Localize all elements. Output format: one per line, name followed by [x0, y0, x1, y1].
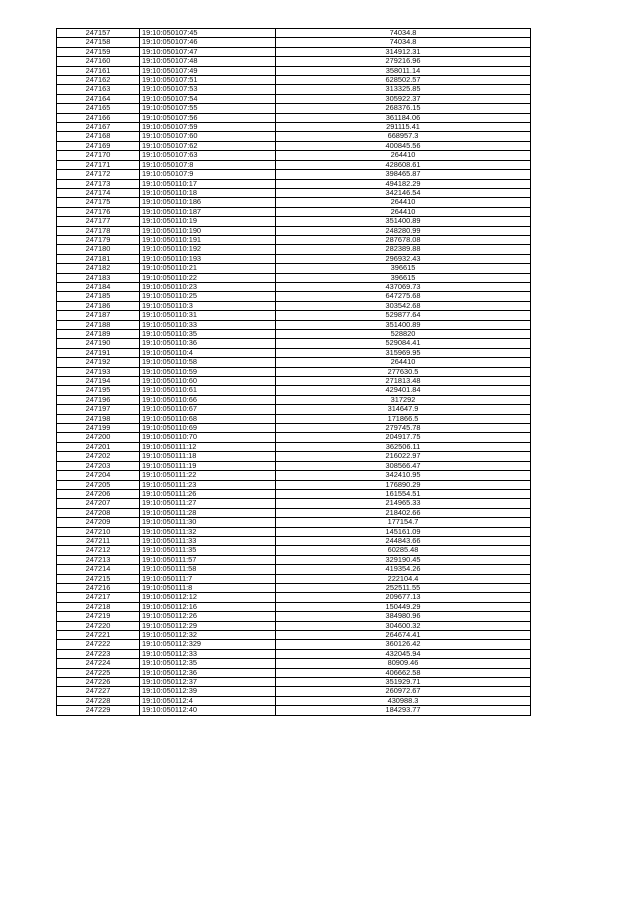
table-row — [57, 141, 531, 150]
cadastral-number-cell: 19:10:050107:51 — [140, 76, 276, 85]
value-cell: 161554.51 — [276, 489, 531, 498]
row-id-cell: 247158 — [57, 38, 140, 47]
cadastral-number-cell: 19:10:050110:193 — [140, 254, 276, 263]
row-id-cell: 247161 — [57, 66, 140, 75]
table-row — [57, 687, 531, 696]
table-row — [57, 386, 531, 395]
table-row — [57, 179, 531, 188]
row-id-cell: 247182 — [57, 264, 140, 273]
data-table — [56, 28, 531, 716]
value-cell: 429401.84 — [276, 386, 531, 395]
row-id-cell: 247190 — [57, 339, 140, 348]
row-id-cell: 247221 — [57, 631, 140, 640]
cadastral-number-cell: 19:10:050112:329 — [140, 640, 276, 649]
value-cell: 80909.46 — [276, 659, 531, 668]
table-row — [57, 217, 531, 226]
table-row — [57, 254, 531, 263]
value-cell: 668957.3 — [276, 132, 531, 141]
cadastral-number-cell: 19:10:050112:36 — [140, 668, 276, 677]
value-cell: 264410 — [276, 151, 531, 160]
cadastral-number-cell: 19:10:050112:32 — [140, 631, 276, 640]
table-row — [57, 123, 531, 132]
value-cell: 351400.89 — [276, 217, 531, 226]
cadastral-number-cell: 19:10:050111:7 — [140, 574, 276, 583]
row-id-cell: 247191 — [57, 348, 140, 357]
cadastral-number-cell: 19:10:050111:22 — [140, 471, 276, 480]
row-id-cell: 247202 — [57, 452, 140, 461]
cadastral-number-cell: 19:10:050111:35 — [140, 546, 276, 555]
row-id-cell: 247203 — [57, 461, 140, 470]
row-id-cell: 247220 — [57, 621, 140, 630]
value-cell: 214965.33 — [276, 499, 531, 508]
cadastral-number-cell: 19:10:050110:18 — [140, 188, 276, 197]
table-row — [57, 311, 531, 320]
value-cell: 358011.14 — [276, 66, 531, 75]
value-cell: 291115.41 — [276, 123, 531, 132]
table-row — [57, 480, 531, 489]
row-id-cell: 247192 — [57, 358, 140, 367]
cadastral-number-cell: 19:10:050110:186 — [140, 198, 276, 207]
value-cell: 317292 — [276, 395, 531, 404]
table-row — [57, 424, 531, 433]
row-id-cell: 247226 — [57, 678, 140, 687]
value-cell: 296932.43 — [276, 254, 531, 263]
table-row — [57, 433, 531, 442]
row-id-cell: 247228 — [57, 696, 140, 705]
cadastral-number-cell: 19:10:050110:67 — [140, 405, 276, 414]
table-row — [57, 292, 531, 301]
value-cell: 264410 — [276, 198, 531, 207]
table-row — [57, 198, 531, 207]
row-id-cell: 247217 — [57, 593, 140, 602]
cadastral-number-cell: 19:10:050110:191 — [140, 235, 276, 244]
table-row — [57, 555, 531, 564]
table-row — [57, 226, 531, 235]
value-cell: 176890.29 — [276, 480, 531, 489]
cadastral-number-cell: 19:10:050111:26 — [140, 489, 276, 498]
value-cell: 252511.55 — [276, 583, 531, 592]
cadastral-number-cell: 19:10:050112:37 — [140, 678, 276, 687]
value-cell: 74034.8 — [276, 29, 531, 38]
row-id-cell: 247223 — [57, 649, 140, 658]
cadastral-number-cell: 19:10:050110:58 — [140, 358, 276, 367]
row-id-cell: 247208 — [57, 508, 140, 517]
table-row — [57, 113, 531, 122]
row-id-cell: 247176 — [57, 207, 140, 216]
cadastral-number-cell: 19:10:050112:35 — [140, 659, 276, 668]
value-cell: 315969.95 — [276, 348, 531, 357]
cadastral-number-cell: 19:10:050107:45 — [140, 29, 276, 38]
row-id-cell: 247174 — [57, 188, 140, 197]
value-cell: 277630.5 — [276, 367, 531, 376]
row-id-cell: 247206 — [57, 489, 140, 498]
row-id-cell: 247225 — [57, 668, 140, 677]
cadastral-number-cell: 19:10:050107:60 — [140, 132, 276, 141]
table-row — [57, 442, 531, 451]
cadastral-number-cell: 19:10:050107:8 — [140, 160, 276, 169]
cadastral-number-cell: 19:10:050112:29 — [140, 621, 276, 630]
row-id-cell: 247175 — [57, 198, 140, 207]
row-id-cell: 247171 — [57, 160, 140, 169]
cadastral-number-cell: 19:10:050107:59 — [140, 123, 276, 132]
cadastral-number-cell: 19:10:050107:55 — [140, 104, 276, 113]
row-id-cell: 247183 — [57, 273, 140, 282]
table-row — [57, 207, 531, 216]
value-cell: 432045.94 — [276, 649, 531, 658]
row-id-cell: 247222 — [57, 640, 140, 649]
value-cell: 184293.77 — [276, 706, 531, 715]
table-row — [57, 649, 531, 658]
value-cell: 268376.15 — [276, 104, 531, 113]
row-id-cell: 247224 — [57, 659, 140, 668]
cadastral-number-cell: 19:10:050111:32 — [140, 527, 276, 536]
row-id-cell: 247172 — [57, 170, 140, 179]
row-id-cell: 247195 — [57, 386, 140, 395]
value-cell: 428608.61 — [276, 160, 531, 169]
cadastral-number-cell: 19:10:050107:54 — [140, 94, 276, 103]
value-cell: 528820 — [276, 330, 531, 339]
value-cell: 216022.97 — [276, 452, 531, 461]
value-cell: 287678.08 — [276, 235, 531, 244]
row-id-cell: 247201 — [57, 442, 140, 451]
table-row — [57, 377, 531, 386]
row-id-cell: 247164 — [57, 94, 140, 103]
value-cell: 529877.64 — [276, 311, 531, 320]
row-id-cell: 247160 — [57, 57, 140, 66]
table-row — [57, 395, 531, 404]
cadastral-number-cell: 19:10:050112:26 — [140, 612, 276, 621]
table-row — [57, 527, 531, 536]
row-id-cell: 247178 — [57, 226, 140, 235]
table-row — [57, 160, 531, 169]
row-id-cell: 247167 — [57, 123, 140, 132]
cadastral-number-cell: 19:10:050111:57 — [140, 555, 276, 564]
cadastral-number-cell: 19:10:050110:70 — [140, 433, 276, 442]
table-row — [57, 574, 531, 583]
table-row — [57, 132, 531, 141]
cadastral-number-cell: 19:10:050110:31 — [140, 311, 276, 320]
table-row — [57, 508, 531, 517]
cadastral-number-cell: 19:10:050110:23 — [140, 282, 276, 291]
table-row — [57, 57, 531, 66]
value-cell: 222104.4 — [276, 574, 531, 583]
value-cell: 351400.89 — [276, 320, 531, 329]
value-cell: 396615 — [276, 264, 531, 273]
table-row — [57, 668, 531, 677]
row-id-cell: 247188 — [57, 320, 140, 329]
value-cell: 279216.96 — [276, 57, 531, 66]
value-cell: 264410 — [276, 207, 531, 216]
table-row — [57, 273, 531, 282]
table-row — [57, 76, 531, 85]
table-row — [57, 301, 531, 310]
table-row — [57, 612, 531, 621]
table-row — [57, 565, 531, 574]
table-row — [57, 518, 531, 527]
value-cell: 406662.58 — [276, 668, 531, 677]
table-row — [57, 358, 531, 367]
cadastral-number-cell: 19:10:050110:68 — [140, 414, 276, 423]
cadastral-number-cell: 19:10:050110:36 — [140, 339, 276, 348]
value-cell: 177154.7 — [276, 518, 531, 527]
table-row — [57, 621, 531, 630]
cadastral-number-cell: 19:10:050107:47 — [140, 47, 276, 56]
row-id-cell: 247219 — [57, 612, 140, 621]
row-id-cell: 247177 — [57, 217, 140, 226]
value-cell: 314912.31 — [276, 47, 531, 56]
row-id-cell: 247173 — [57, 179, 140, 188]
table-row — [57, 245, 531, 254]
value-cell: 430988.3 — [276, 696, 531, 705]
row-id-cell: 247179 — [57, 235, 140, 244]
cadastral-number-cell: 19:10:050110:59 — [140, 367, 276, 376]
cadastral-number-cell: 19:10:050110:22 — [140, 273, 276, 282]
value-cell: 145161.09 — [276, 527, 531, 536]
table-row — [57, 235, 531, 244]
cadastral-number-cell: 19:10:050110:69 — [140, 424, 276, 433]
cadastral-number-cell: 19:10:050107:62 — [140, 141, 276, 150]
row-id-cell: 247186 — [57, 301, 140, 310]
value-cell: 150449.29 — [276, 602, 531, 611]
cadastral-number-cell: 19:10:050112:40 — [140, 706, 276, 715]
table-row — [57, 264, 531, 273]
row-id-cell: 247211 — [57, 536, 140, 545]
value-cell: 74034.8 — [276, 38, 531, 47]
value-cell: 437069.73 — [276, 282, 531, 291]
row-id-cell: 247227 — [57, 687, 140, 696]
value-cell: 398465.87 — [276, 170, 531, 179]
table-row — [57, 706, 531, 715]
table-row — [57, 696, 531, 705]
cadastral-number-cell: 19:10:050110:3 — [140, 301, 276, 310]
cadastral-number-cell: 19:10:050110:25 — [140, 292, 276, 301]
value-cell: 419354.26 — [276, 565, 531, 574]
value-cell: 218402.66 — [276, 508, 531, 517]
cadastral-number-cell: 19:10:050110:187 — [140, 207, 276, 216]
table-row — [57, 659, 531, 668]
table-row — [57, 38, 531, 47]
table-row — [57, 452, 531, 461]
row-id-cell: 247163 — [57, 85, 140, 94]
value-cell: 303542.68 — [276, 301, 531, 310]
cadastral-number-cell: 19:10:050110:19 — [140, 217, 276, 226]
table-row — [57, 536, 531, 545]
value-cell: 400845.56 — [276, 141, 531, 150]
table-row — [57, 583, 531, 592]
table-row — [57, 640, 531, 649]
table-row — [57, 320, 531, 329]
table-row — [57, 151, 531, 160]
row-id-cell: 247205 — [57, 480, 140, 489]
cadastral-number-cell: 19:10:050110:60 — [140, 377, 276, 386]
cadastral-number-cell: 19:10:050111:18 — [140, 452, 276, 461]
value-cell: 647275.68 — [276, 292, 531, 301]
cadastral-number-cell: 19:10:050110:21 — [140, 264, 276, 273]
table-row — [57, 104, 531, 113]
value-cell: 271813.48 — [276, 377, 531, 386]
row-id-cell: 247216 — [57, 583, 140, 592]
value-cell: 384980.96 — [276, 612, 531, 621]
cadastral-number-cell: 19:10:050111:30 — [140, 518, 276, 527]
cadastral-number-cell: 19:10:050107:48 — [140, 57, 276, 66]
row-id-cell: 247166 — [57, 113, 140, 122]
row-id-cell: 247207 — [57, 499, 140, 508]
row-id-cell: 247169 — [57, 141, 140, 150]
cadastral-number-cell: 19:10:050112:33 — [140, 649, 276, 658]
value-cell: 494182.29 — [276, 179, 531, 188]
table-row — [57, 85, 531, 94]
table-row — [57, 461, 531, 470]
value-cell: 304600.32 — [276, 621, 531, 630]
cadastral-number-cell: 19:10:050107:63 — [140, 151, 276, 160]
value-cell: 248280.99 — [276, 226, 531, 235]
cadastral-number-cell: 19:10:050110:192 — [140, 245, 276, 254]
row-id-cell: 247198 — [57, 414, 140, 423]
row-id-cell: 247197 — [57, 405, 140, 414]
table-row — [57, 593, 531, 602]
cadastral-number-cell: 19:10:050110:61 — [140, 386, 276, 395]
value-cell: 305922.37 — [276, 94, 531, 103]
row-id-cell: 247185 — [57, 292, 140, 301]
table-row — [57, 631, 531, 640]
value-cell: 396615 — [276, 273, 531, 282]
table-row — [57, 499, 531, 508]
value-cell: 342410.95 — [276, 471, 531, 480]
cadastral-number-cell: 19:10:050107:49 — [140, 66, 276, 75]
value-cell: 362506.11 — [276, 442, 531, 451]
row-id-cell: 247180 — [57, 245, 140, 254]
value-cell: 351929.71 — [276, 678, 531, 687]
cadastral-number-cell: 19:10:050107:46 — [140, 38, 276, 47]
table-row — [57, 546, 531, 555]
cadastral-number-cell: 19:10:050107:9 — [140, 170, 276, 179]
cadastral-number-cell: 19:10:050111:23 — [140, 480, 276, 489]
cadastral-number-cell: 19:10:050110:66 — [140, 395, 276, 404]
cadastral-number-cell: 19:10:050112:12 — [140, 593, 276, 602]
row-id-cell: 247209 — [57, 518, 140, 527]
row-id-cell: 247189 — [57, 330, 140, 339]
row-id-cell: 247199 — [57, 424, 140, 433]
cadastral-number-cell: 19:10:050111:19 — [140, 461, 276, 470]
cadastral-number-cell: 19:10:050111:12 — [140, 442, 276, 451]
value-cell: 209677.13 — [276, 593, 531, 602]
row-id-cell: 247184 — [57, 282, 140, 291]
value-cell: 204917.75 — [276, 433, 531, 442]
table-row — [57, 367, 531, 376]
row-id-cell: 247170 — [57, 151, 140, 160]
value-cell: 60285.48 — [276, 546, 531, 555]
cadastral-number-cell: 19:10:050112:4 — [140, 696, 276, 705]
cadastral-number-cell: 19:10:050111:28 — [140, 508, 276, 517]
row-id-cell: 247229 — [57, 706, 140, 715]
cadastral-number-cell: 19:10:050112:39 — [140, 687, 276, 696]
cadastral-number-cell: 19:10:050111:58 — [140, 565, 276, 574]
table-row — [57, 66, 531, 75]
value-cell: 244843.66 — [276, 536, 531, 545]
cadastral-number-cell: 19:10:050110:17 — [140, 179, 276, 188]
row-id-cell: 247212 — [57, 546, 140, 555]
row-id-cell: 247181 — [57, 254, 140, 263]
value-cell: 361184.06 — [276, 113, 531, 122]
row-id-cell: 247215 — [57, 574, 140, 583]
value-cell: 360126.42 — [276, 640, 531, 649]
row-id-cell: 247168 — [57, 132, 140, 141]
row-id-cell: 247214 — [57, 565, 140, 574]
row-id-cell: 247210 — [57, 527, 140, 536]
table-row — [57, 339, 531, 348]
table-row — [57, 414, 531, 423]
table-row — [57, 602, 531, 611]
cadastral-number-cell: 19:10:050111:33 — [140, 536, 276, 545]
value-cell: 171866.5 — [276, 414, 531, 423]
row-id-cell: 247162 — [57, 76, 140, 85]
value-cell: 282389.88 — [276, 245, 531, 254]
value-cell: 313325.85 — [276, 85, 531, 94]
row-id-cell: 247194 — [57, 377, 140, 386]
row-id-cell: 247218 — [57, 602, 140, 611]
value-cell: 314647.9 — [276, 405, 531, 414]
row-id-cell: 247196 — [57, 395, 140, 404]
cadastral-number-cell: 19:10:050110:35 — [140, 330, 276, 339]
row-id-cell: 247193 — [57, 367, 140, 376]
cadastral-number-cell: 19:10:050107:53 — [140, 85, 276, 94]
table-row — [57, 405, 531, 414]
value-cell: 264410 — [276, 358, 531, 367]
table-row — [57, 188, 531, 197]
table-row — [57, 282, 531, 291]
value-cell: 264674.41 — [276, 631, 531, 640]
value-cell: 260972.67 — [276, 687, 531, 696]
table-body — [57, 29, 531, 716]
table-row — [57, 678, 531, 687]
table-row — [57, 489, 531, 498]
value-cell: 308566.47 — [276, 461, 531, 470]
row-id-cell: 247204 — [57, 471, 140, 480]
cadastral-number-cell: 19:10:050110:4 — [140, 348, 276, 357]
cadastral-number-cell: 19:10:050107:56 — [140, 113, 276, 122]
table-row — [57, 94, 531, 103]
cadastral-number-cell: 19:10:050111:8 — [140, 583, 276, 592]
value-cell: 342146.54 — [276, 188, 531, 197]
row-id-cell: 247159 — [57, 47, 140, 56]
row-id-cell: 247165 — [57, 104, 140, 113]
row-id-cell: 247157 — [57, 29, 140, 38]
value-cell: 628502.57 — [276, 76, 531, 85]
row-id-cell: 247187 — [57, 311, 140, 320]
table-row — [57, 348, 531, 357]
table-row — [57, 330, 531, 339]
table-row — [57, 29, 531, 38]
table-row — [57, 471, 531, 480]
cadastral-number-cell: 19:10:050112:16 — [140, 602, 276, 611]
value-cell: 279745.78 — [276, 424, 531, 433]
cadastral-number-cell: 19:10:050110:33 — [140, 320, 276, 329]
cadastral-number-cell: 19:10:050110:190 — [140, 226, 276, 235]
row-id-cell: 247200 — [57, 433, 140, 442]
table-row — [57, 170, 531, 179]
table-row — [57, 47, 531, 56]
cadastral-number-cell: 19:10:050111:27 — [140, 499, 276, 508]
value-cell: 329190.45 — [276, 555, 531, 564]
row-id-cell: 247213 — [57, 555, 140, 564]
value-cell: 529084.41 — [276, 339, 531, 348]
